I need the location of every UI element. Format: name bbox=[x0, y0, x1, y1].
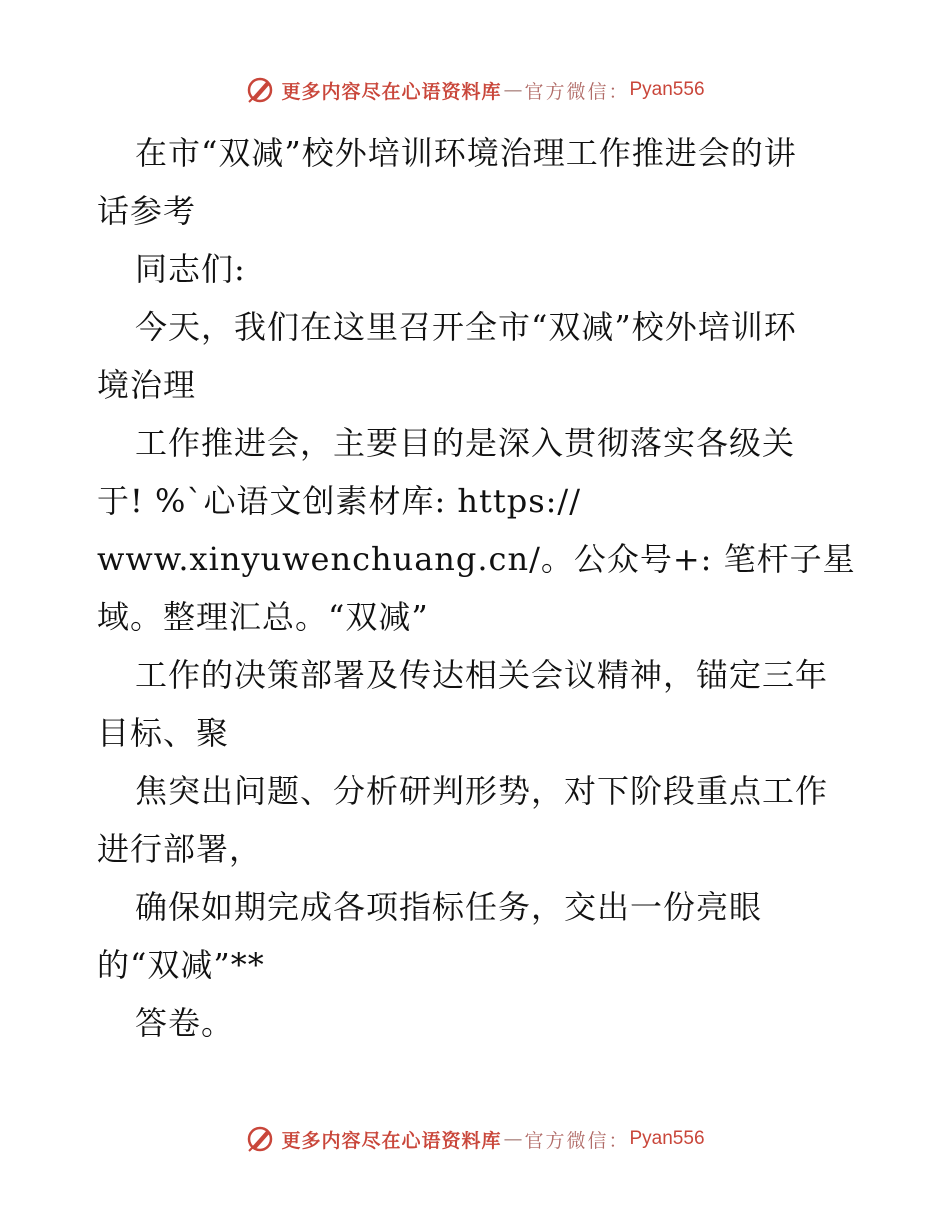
doc-paragraph-line: 确保如期完成各项指标任务，交出一份亮眼 bbox=[135, 888, 763, 926]
banner-wechat-label: 官方微信： bbox=[524, 80, 630, 103]
doc-title-line-2: 话参考 bbox=[97, 192, 197, 230]
doc-salutation: 同志们: bbox=[135, 250, 246, 288]
banner-wechat-label: 官方微信： bbox=[524, 1129, 630, 1152]
footer-watermark-banner bbox=[0, 1122, 950, 1156]
doc-paragraph-line: 于! %`心语文创素材库: https:// bbox=[97, 482, 581, 520]
quill-logo-icon bbox=[245, 75, 275, 105]
banner-wechat-id: Pyan556 bbox=[629, 79, 705, 100]
banner-dash: — bbox=[503, 1128, 523, 1150]
banner-dash: — bbox=[503, 79, 523, 101]
quill-logo-icon bbox=[245, 1124, 275, 1154]
doc-paragraph-line: 的“双减”** bbox=[97, 946, 265, 984]
document-body bbox=[97, 124, 857, 1052]
doc-paragraph-line: www.xinyuwenchuang.cn/。公众号+: 笔杆子星 bbox=[97, 540, 856, 578]
doc-paragraph-line: 进行部署， bbox=[97, 830, 263, 868]
doc-paragraph-line: 境治理 bbox=[97, 366, 197, 404]
doc-paragraph-line: 目标、聚 bbox=[97, 714, 230, 752]
doc-paragraph-line: 今天，我们在这里召开全市“双减”校外培训环 bbox=[135, 308, 797, 346]
banner-brand-text: 更多内容尽在心语资料库 bbox=[281, 1129, 502, 1152]
doc-title-line-1: 在市“双减”校外培训环境治理工作推进会的讲 bbox=[135, 134, 797, 172]
doc-paragraph-line: 域。整理汇总。“双减” bbox=[97, 598, 429, 636]
header-watermark-banner bbox=[0, 73, 950, 107]
banner-wechat-id: Pyan556 bbox=[629, 1128, 705, 1149]
banner-brand-text: 更多内容尽在心语资料库 bbox=[281, 80, 502, 103]
doc-paragraph-line: 工作的决策部署及传达相关会议精神，锚定三年 bbox=[135, 656, 829, 694]
doc-paragraph-line: 焦突出问题、分析研判形势，对下阶段重点工作 bbox=[135, 772, 829, 810]
doc-paragraph-line: 工作推进会，主要目的是深入贯彻落实各级关 bbox=[135, 424, 796, 462]
doc-paragraph-line: 答卷。 bbox=[135, 1004, 235, 1042]
